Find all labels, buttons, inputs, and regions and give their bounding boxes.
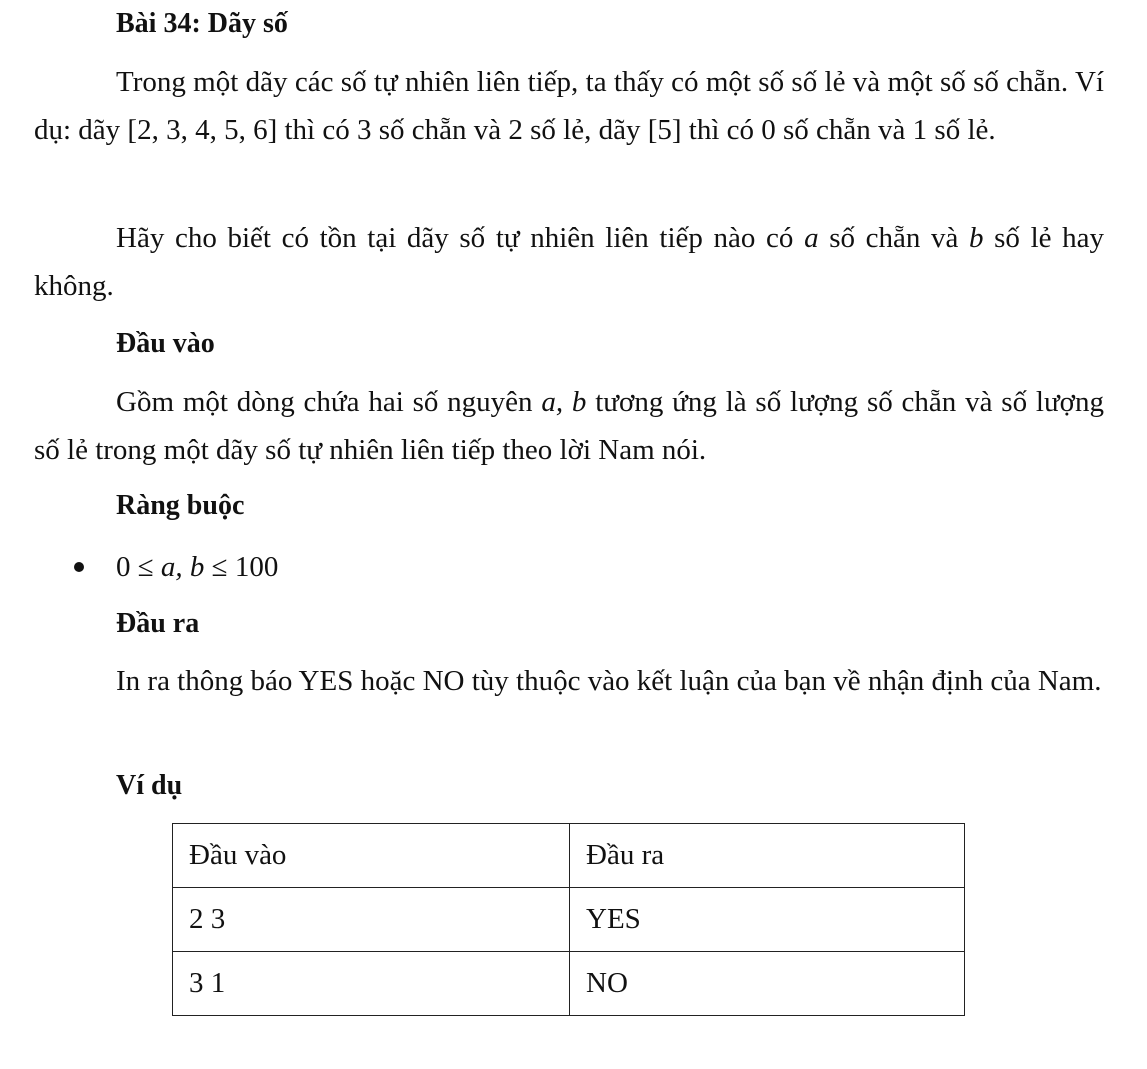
example-heading: Ví dụ <box>116 770 183 801</box>
table-cell-input: 3 1 <box>173 952 570 1016</box>
table-row <box>173 888 965 952</box>
table-row <box>173 952 965 1016</box>
constraints-heading: Ràng buộc <box>116 490 245 521</box>
bullet-icon <box>74 562 84 572</box>
input-paragraph <box>34 378 1104 474</box>
question-text-2: số chẵn và <box>818 222 970 254</box>
table-cell-input: 2 3 <box>173 888 570 952</box>
output-heading: Đầu ra <box>116 608 200 639</box>
input-variables: a, b <box>541 386 587 418</box>
input-text-2: tương ứng là số lượng số chẵn và số lượng số lẻ trong một dãy số tự nhiên liên tiếp theo lời Nam nói. <box>34 386 1104 466</box>
constraint-item <box>74 545 278 589</box>
question-paragraph <box>34 214 1104 310</box>
table-cell-output: YES <box>570 888 965 952</box>
table-header-input: Đầu vào <box>173 824 570 888</box>
table-header-row <box>173 824 965 888</box>
intro-paragraph: Trong một dãy các số tự nhiên liên tiếp, ta thấy có một số số lẻ và một số số chẵn. Ví dụ: dãy [2, 3, 4, 5, 6] thì có 3 số chẵn và 2 số lẻ, dãy [5] thì có 0 số chẵn và 1 số lẻ. <box>34 66 1104 146</box>
input-heading: Đầu vào <box>116 328 215 359</box>
input-text-1: Gồm một dòng chứa hai số nguyên <box>116 386 542 418</box>
problem-title: Bài 34: Dãy số <box>116 8 288 39</box>
question-text-3: số lẻ hay không. <box>34 222 1105 302</box>
table-header-output: Đầu ra <box>570 824 965 888</box>
example-table <box>172 823 965 1016</box>
output-paragraph: In ra thông báo YES hoặc NO tùy thuộc vào kết luận của bạn về nhận định của Nam. <box>116 665 1102 697</box>
variable-a: a <box>804 222 819 254</box>
constraint-pre: 0 ≤ <box>116 551 161 583</box>
constraint-variables: a, b <box>160 551 205 583</box>
question-text-1: Hãy cho biết có tồn tại dãy số tự nhiên liên tiếp nào có <box>116 222 805 254</box>
variable-b: b <box>969 222 984 254</box>
constraint-post: ≤ 100 <box>204 551 279 583</box>
table-cell-output: NO <box>570 952 965 1016</box>
